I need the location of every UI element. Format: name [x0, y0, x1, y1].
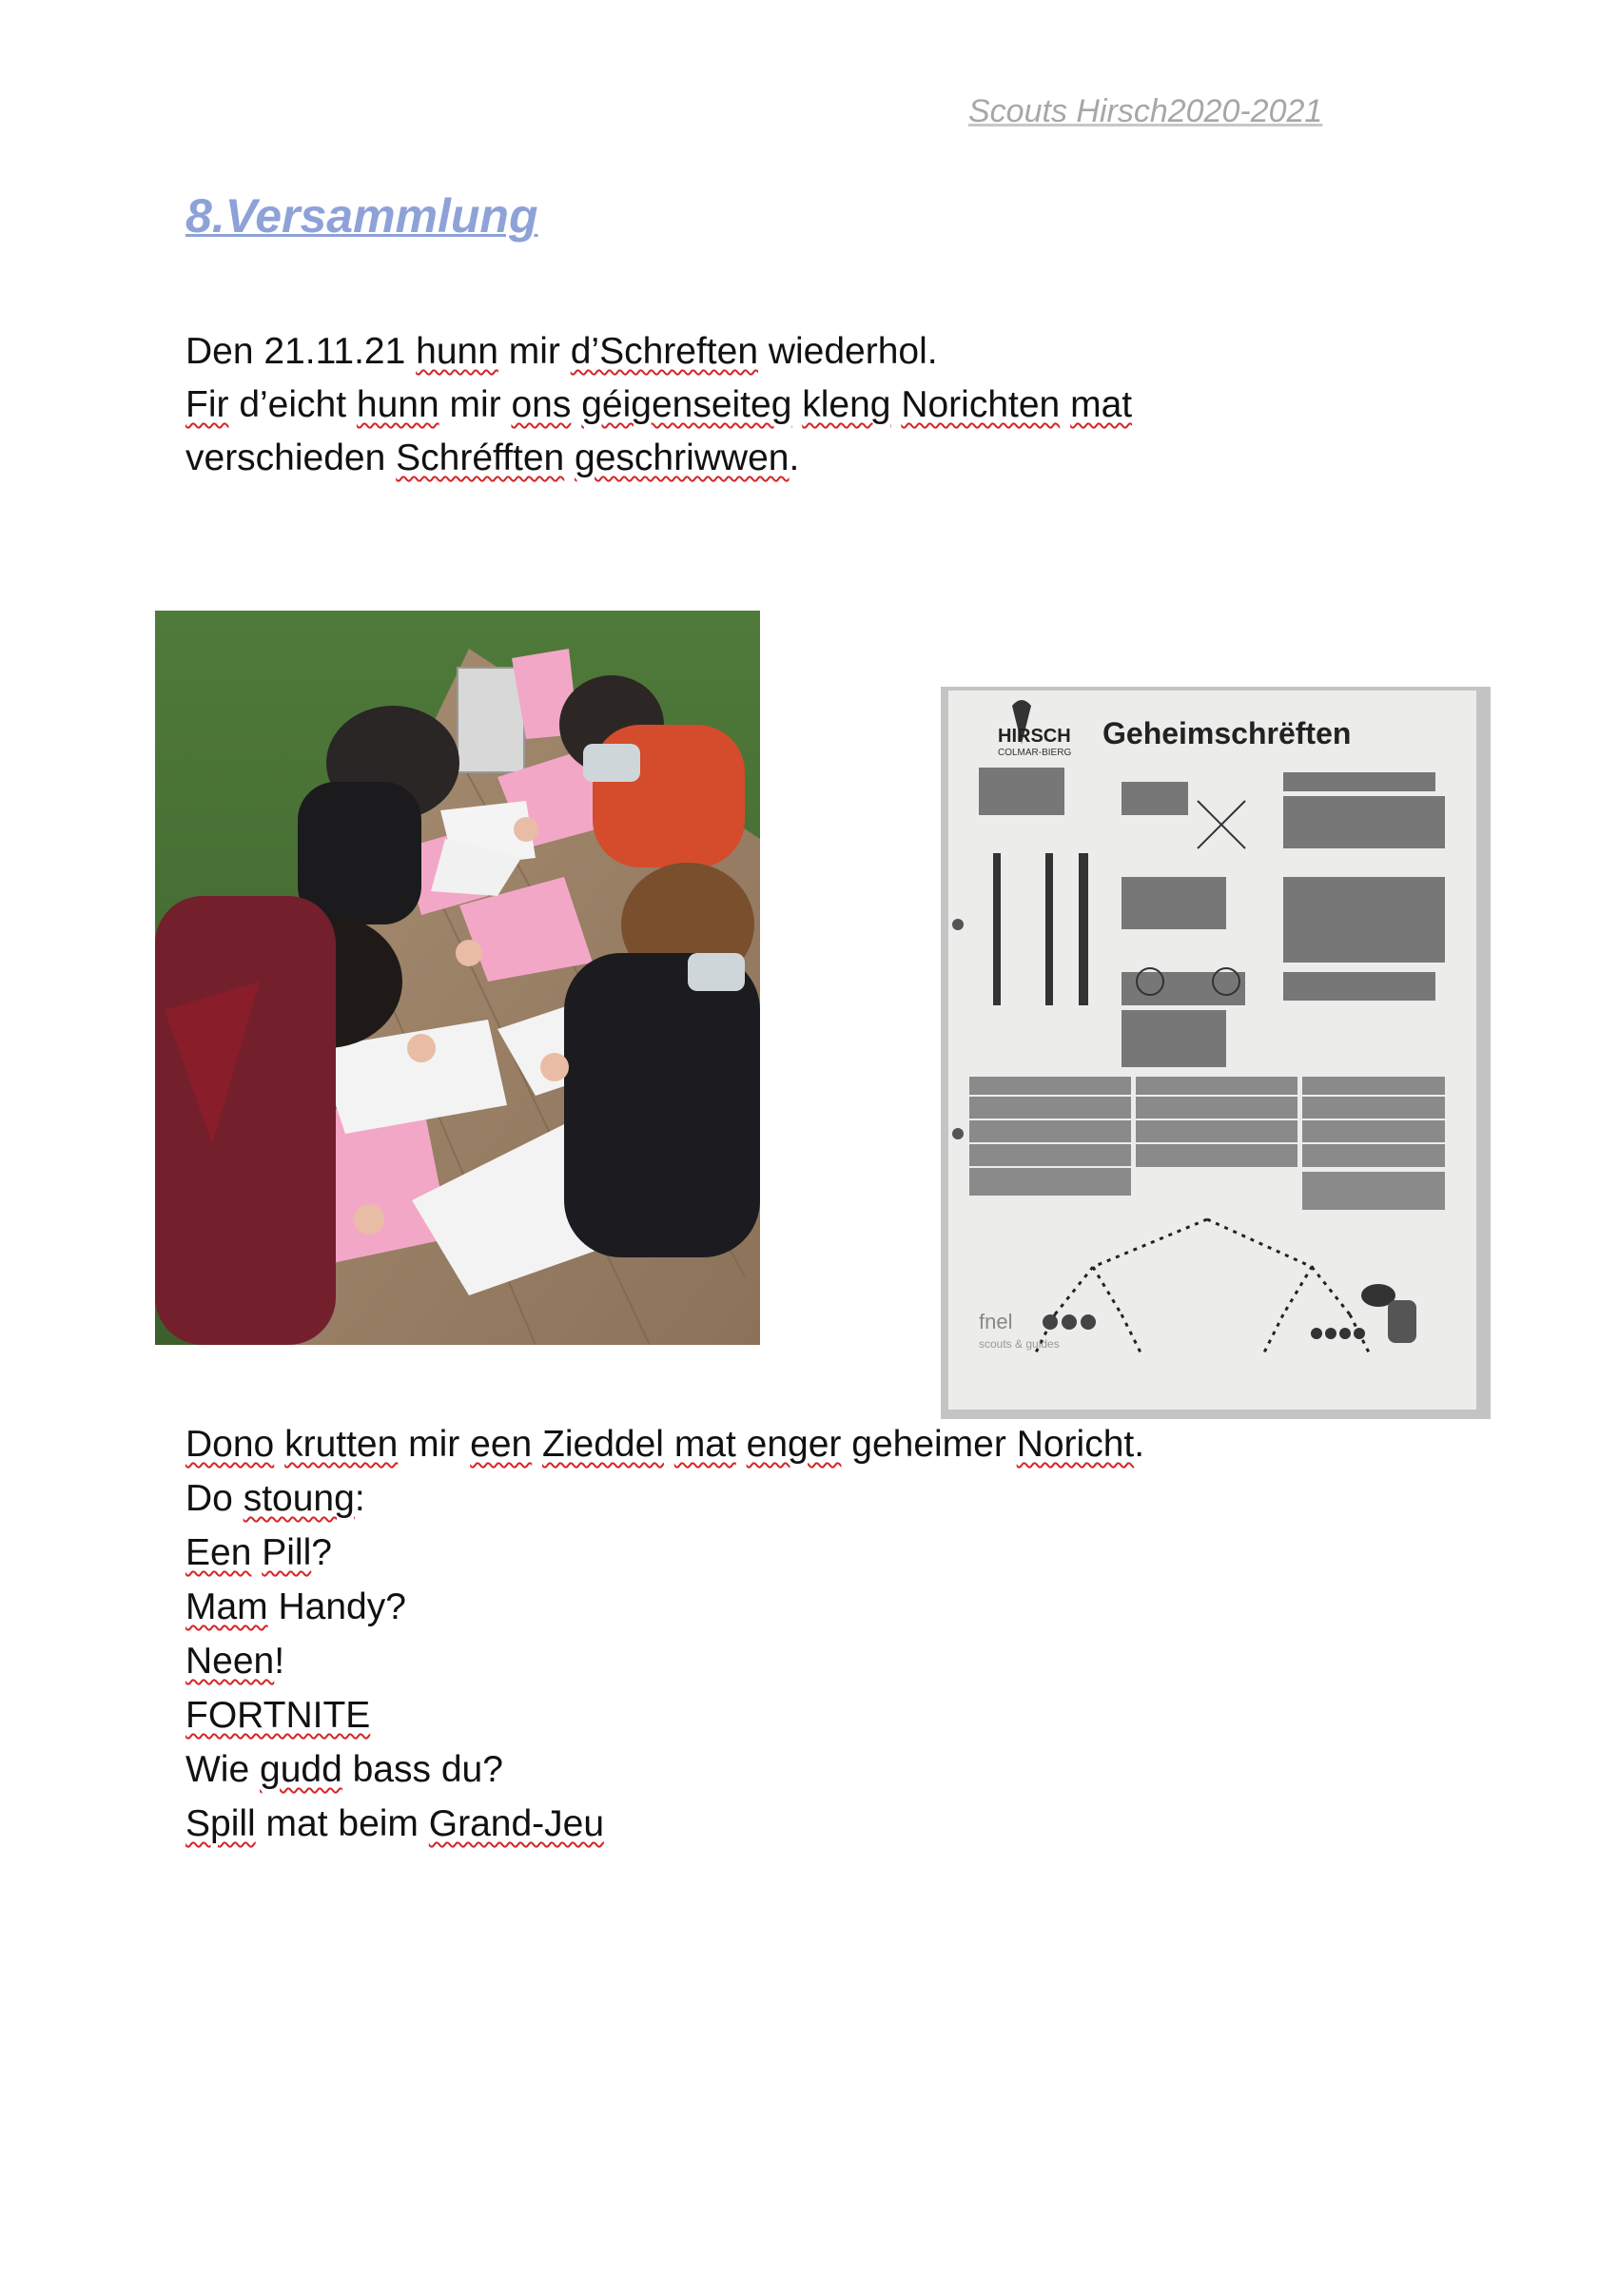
text-run: Een	[185, 1532, 252, 1573]
poster-title: Geheimschrëften	[1102, 716, 1352, 750]
photo-scouts-writing	[155, 611, 760, 1345]
text-run: Mam	[185, 1586, 268, 1627]
text-run	[1060, 384, 1070, 425]
text-run: géigenseiteg	[581, 384, 792, 425]
text-run: wiederhol.	[758, 331, 938, 372]
text-run	[251, 1532, 262, 1573]
text-run: ?	[311, 1532, 332, 1573]
text-run: mat beim	[255, 1803, 429, 1844]
text-run: hunn	[416, 331, 498, 372]
list-line-6	[185, 1688, 1422, 1742]
photo-illustration	[155, 611, 760, 1345]
text-run	[385, 438, 396, 478]
text-run	[274, 1424, 284, 1465]
text-run: Schréfften	[396, 438, 565, 478]
text-run: Fir	[185, 384, 229, 425]
text-run	[890, 384, 901, 425]
list-line-8	[185, 1797, 1422, 1851]
text-run: ons	[511, 384, 572, 425]
list-line-3	[185, 1526, 1422, 1580]
text-run	[791, 384, 802, 425]
intro-paragraph	[185, 325, 1327, 485]
text-run: Spill	[185, 1803, 256, 1844]
page-header	[968, 93, 1368, 130]
text-run: d’Schreften	[570, 331, 759, 372]
intro-line-2	[185, 379, 1327, 432]
text-run: Handy?	[267, 1586, 406, 1627]
text-run: Wie	[185, 1749, 260, 1790]
photo-secret-codes-poster	[941, 687, 1491, 1419]
text-run: mat	[673, 1424, 736, 1465]
message-list	[185, 1417, 1422, 1851]
footer-logo: fnel	[979, 1310, 1013, 1333]
text-run: Zieddel	[542, 1424, 664, 1465]
text-run: stoung	[243, 1478, 355, 1519]
text-run: geschriwwen	[575, 438, 790, 478]
text-run: bass du?	[341, 1749, 503, 1790]
text-run: Den 21.11.21	[185, 331, 417, 372]
text-run: Dono	[185, 1424, 275, 1465]
list-line-2	[185, 1471, 1422, 1526]
text-run: .	[789, 438, 800, 478]
text-run: Do	[185, 1478, 244, 1519]
text-run: geheimer	[841, 1424, 1017, 1465]
text-run: Noricht	[1016, 1424, 1135, 1465]
text-run	[736, 1424, 747, 1465]
intro-line-3	[185, 432, 1327, 485]
text-run: kleng	[802, 384, 891, 425]
text-run: mir	[439, 384, 512, 425]
list-line-4	[185, 1580, 1422, 1634]
text-run	[564, 438, 575, 478]
text-run: Neen	[185, 1641, 275, 1682]
text-run: een	[470, 1424, 533, 1465]
text-run: enger	[746, 1424, 842, 1465]
text-run: .	[1134, 1424, 1145, 1465]
text-run: mir	[497, 331, 571, 372]
list-line-7	[185, 1742, 1422, 1797]
text-run: :	[354, 1478, 365, 1519]
text-run: verschieden	[185, 438, 386, 478]
list-line-1	[185, 1417, 1422, 1471]
text-run: krutten	[284, 1424, 399, 1465]
text-run	[571, 384, 581, 425]
text-run: mat	[1070, 384, 1133, 425]
page-title: 8.Versammlung	[185, 189, 538, 243]
text-run: hunn	[356, 384, 439, 425]
header-text: Scouts Hirsch2020-2021	[968, 93, 1323, 129]
text-run: Norichten	[901, 384, 1061, 425]
list-line-5	[185, 1634, 1422, 1688]
logo-sub: COLMAR-BIERG	[998, 748, 1072, 758]
text-run: Grand-Jeu	[428, 1803, 605, 1844]
text-run: mir	[398, 1424, 471, 1465]
logo-text: HIRSCH	[998, 726, 1071, 747]
text-run	[664, 1424, 674, 1465]
text-run	[532, 1424, 542, 1465]
text-run: !	[274, 1641, 285, 1682]
intro-line-1	[185, 325, 1327, 379]
text-run: d’eicht	[228, 384, 357, 425]
text-run: gudd	[260, 1749, 342, 1790]
poster-illustration	[941, 687, 1491, 1419]
text-run: Pill	[262, 1532, 312, 1573]
footer-sub: scouts & guides	[979, 1337, 1060, 1351]
text-run: FORTNITE	[185, 1695, 371, 1736]
